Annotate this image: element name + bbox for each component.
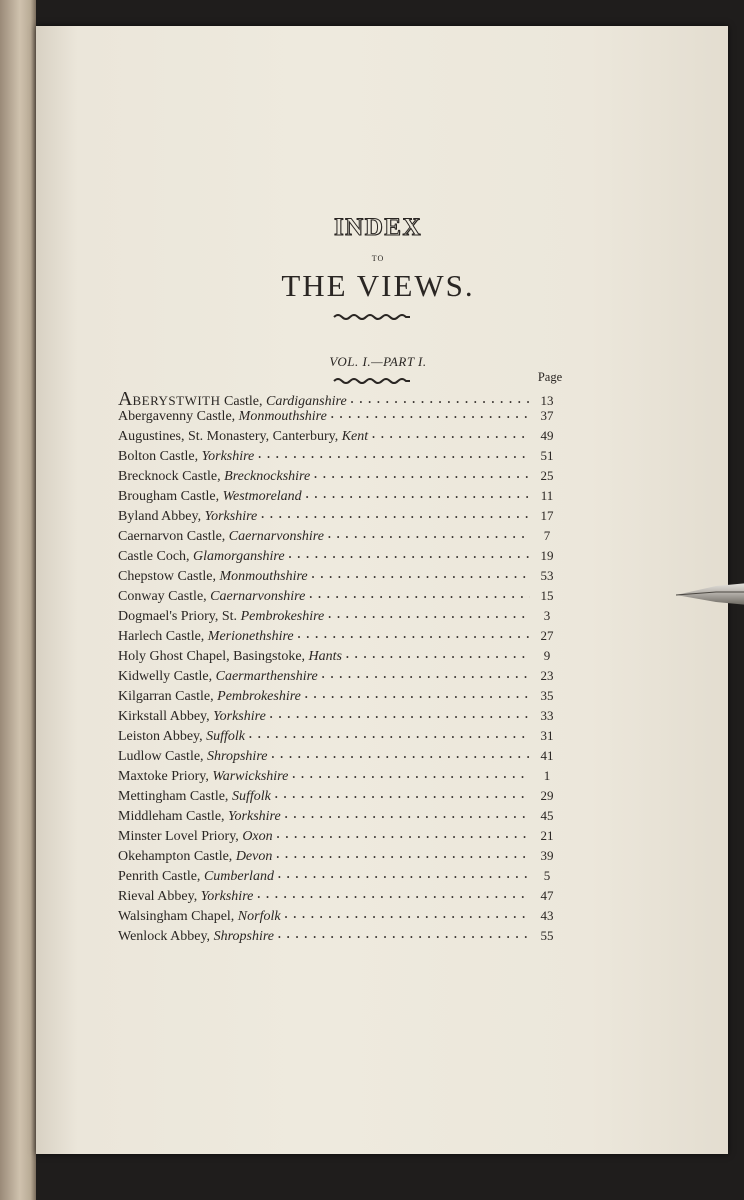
- index-entry: [118, 528, 558, 548]
- entry-name: ABERYSTWITH Castle, Cardiganshire: [118, 388, 347, 410]
- entry-name: Brougham Castle, Westmoreland: [118, 489, 302, 504]
- entry-page-number: 39: [540, 848, 554, 863]
- entry-name: Abergavenny Castle, Monmouthshire: [118, 409, 327, 424]
- index-entry: [118, 588, 558, 608]
- entry-name: Brecknock Castle, Brecknockshire: [118, 469, 311, 484]
- entry-page-number: 31: [540, 728, 554, 743]
- index-entry: [118, 668, 558, 688]
- index-entry: [118, 888, 558, 908]
- leader-dots: [312, 573, 530, 582]
- entry-name: Kirkstall Abbey, Yorkshire: [118, 709, 266, 724]
- entry-name: Harlech Castle, Merionethshire: [118, 629, 294, 644]
- leader-dots: [261, 513, 530, 522]
- entry-name: Conway Castle, Caernarvonshire: [118, 589, 306, 604]
- entry-page-number: 33: [540, 708, 554, 723]
- entry-page-number: 37: [540, 408, 554, 423]
- leader-dots: [249, 733, 530, 742]
- index-entry: [118, 708, 558, 728]
- leader-dots: [331, 413, 530, 422]
- entry-name: Kilgarran Castle, Pembrokeshire: [118, 689, 301, 704]
- entry-page-number: 5: [543, 868, 551, 883]
- entry-name: Bolton Castle, Yorkshire: [118, 449, 255, 464]
- entry-page-number: 17: [540, 508, 554, 523]
- entry-name: Augustines, St. Monastery, Canterbury, Kent: [118, 429, 369, 444]
- entry-page-number: 15: [540, 588, 554, 603]
- entry-name: Middleham Castle, Yorkshire: [118, 809, 281, 824]
- page-column-header: Page: [537, 370, 563, 384]
- entry-page-number: 25: [540, 468, 554, 483]
- leader-dots: [298, 633, 530, 642]
- leader-dots: [285, 813, 530, 822]
- entry-name: Castle Coch, Glamorganshire: [118, 549, 285, 564]
- entry-name: Chepstow Castle, Monmouthshire: [118, 569, 308, 584]
- index-heading: INDEX: [333, 214, 423, 241]
- entry-name: Maxtoke Priory, Warwickshire: [118, 769, 289, 784]
- entry-page-number: 1: [543, 768, 551, 783]
- leader-dots: [346, 653, 530, 662]
- index-entry: [118, 748, 558, 768]
- entry-page-number: 21: [540, 828, 554, 843]
- entry-page-number: 55: [540, 928, 554, 943]
- entry-page-number: 35: [540, 688, 554, 703]
- ornament-divider: [332, 376, 412, 386]
- index-entry: [118, 448, 558, 468]
- entry-page-number: 3: [543, 608, 551, 623]
- entry-page-number: 19: [540, 548, 554, 563]
- leader-dots: [277, 833, 530, 842]
- entry-page-number: 23: [540, 668, 554, 683]
- to-label: TO: [371, 254, 385, 263]
- leader-dots: [305, 693, 530, 702]
- entry-name: Byland Abbey, Yorkshire: [118, 509, 258, 524]
- leader-dots: [292, 773, 530, 782]
- entry-page-number: 27: [540, 628, 554, 643]
- leader-dots: [372, 433, 530, 442]
- leader-dots: [351, 398, 530, 407]
- index-entry: [118, 788, 558, 808]
- index-entry: [118, 868, 558, 888]
- index-entry: [118, 908, 558, 928]
- leader-dots: [276, 853, 530, 862]
- leader-dots: [278, 873, 530, 882]
- entry-name: Ludlow Castle, Shropshire: [118, 749, 268, 764]
- views-heading: THE VIEWS.: [281, 268, 475, 303]
- index-entry: [118, 568, 558, 588]
- entry-page-number: 49: [540, 428, 554, 443]
- index-entry: [118, 548, 558, 568]
- index-content: [36, 26, 728, 1154]
- entry-name: Caernarvon Castle, Caernarvonshire: [118, 529, 324, 544]
- index-entry: [118, 388, 558, 408]
- entry-page-number: 29: [540, 788, 554, 803]
- leader-dots: [314, 473, 530, 482]
- index-entry: [118, 688, 558, 708]
- leader-dots: [306, 493, 530, 502]
- entry-name: Penrith Castle, Cumberland: [118, 869, 274, 884]
- index-entry: [118, 508, 558, 528]
- leader-dots: [285, 913, 530, 922]
- index-entry: [118, 828, 558, 848]
- entry-name: Rieval Abbey, Yorkshire: [118, 889, 254, 904]
- leader-dots: [328, 533, 530, 542]
- index-list: [118, 388, 558, 948]
- entry-name: Kidwelly Castle, Caermarthenshire: [118, 669, 318, 684]
- entry-name: Okehampton Castle, Devon: [118, 849, 273, 864]
- entry-name: Wenlock Abbey, Shropshire: [118, 929, 274, 944]
- entry-name: Minster Lovel Priory, Oxon: [118, 829, 273, 844]
- entry-page-number: 7: [543, 528, 551, 543]
- leader-dots: [257, 893, 530, 902]
- entry-name: Leiston Abbey, Suffolk: [118, 729, 246, 744]
- leader-dots: [322, 673, 530, 682]
- index-entry: [118, 608, 558, 628]
- entry-page-number: 53: [540, 568, 554, 583]
- entry-page-number: 13: [540, 393, 554, 408]
- index-entry: [118, 428, 558, 448]
- index-entry: [118, 648, 558, 668]
- leader-dots: [271, 753, 530, 762]
- index-entry: [118, 468, 558, 488]
- leader-dots: [275, 793, 530, 802]
- leader-dots: [289, 553, 530, 562]
- leader-dots: [328, 613, 530, 622]
- book-page: [36, 26, 728, 1154]
- entry-page-number: 41: [540, 748, 554, 763]
- entry-name: Walsingham Chapel, Norfolk: [118, 909, 281, 924]
- index-entry: [118, 808, 558, 828]
- entry-page-number: 47: [540, 888, 554, 903]
- entry-name: Holy Ghost Chapel, Basingstoke, Hants: [118, 649, 342, 664]
- entry-page-number: 45: [540, 808, 554, 823]
- index-entry: [118, 488, 558, 508]
- leader-dots: [278, 933, 530, 942]
- entry-page-number: 43: [540, 908, 554, 923]
- entry-name: Mettingham Castle, Suffolk: [118, 789, 271, 804]
- entry-page-number: 11: [540, 488, 554, 503]
- leader-dots: [258, 453, 530, 462]
- volume-label: VOL. I.—PART I.: [329, 354, 427, 369]
- leader-dots: [270, 713, 530, 722]
- index-entry: [118, 768, 558, 788]
- index-entry: [118, 928, 558, 948]
- entry-name: Dogmael's Priory, St. Pembrokeshire: [118, 609, 325, 624]
- ornament-divider: [332, 312, 412, 322]
- index-entry: [118, 628, 558, 648]
- pen-tip: [676, 574, 744, 612]
- entry-page-number: 9: [543, 648, 551, 663]
- left-page-edge: [0, 0, 36, 1200]
- index-entry: [118, 728, 558, 748]
- index-entry: [118, 408, 558, 428]
- index-entry: [118, 848, 558, 868]
- entry-page-number: 51: [540, 448, 554, 463]
- leader-dots: [309, 593, 530, 602]
